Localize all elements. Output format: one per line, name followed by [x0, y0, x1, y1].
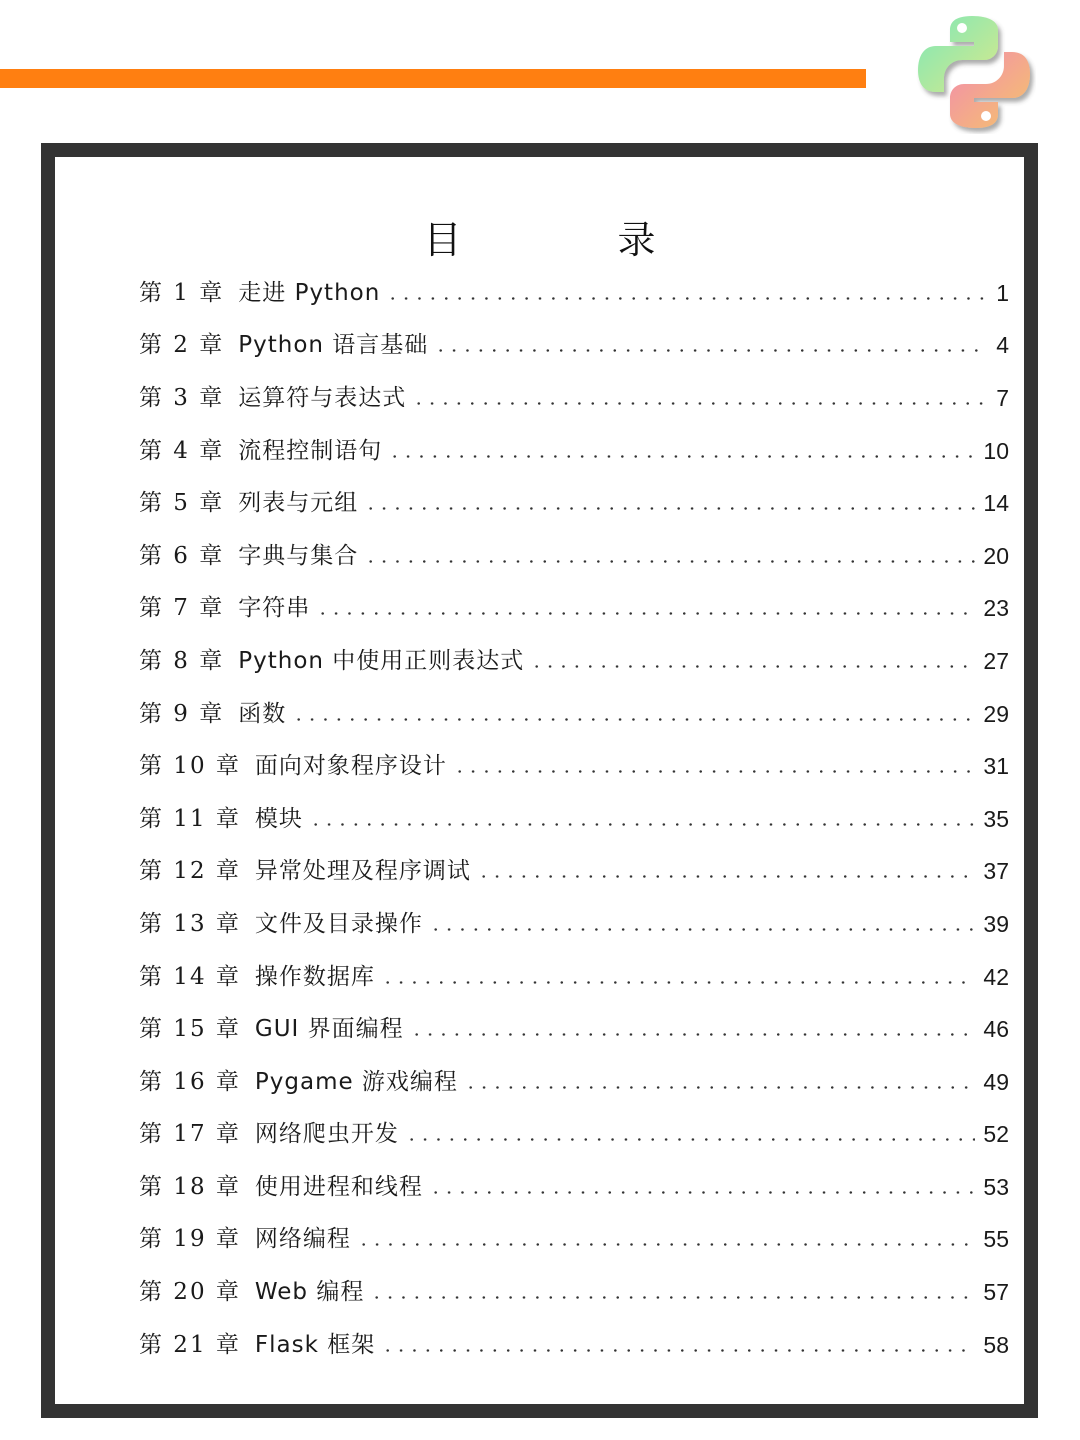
toc-page-number: 37 — [983, 858, 1009, 885]
toc-chapter-title: Web 编程 — [254, 1279, 365, 1306]
dot-leader — [453, 770, 976, 773]
toc-entry[interactable] — [139, 372, 1009, 425]
toc-page-number: 4 — [996, 332, 1009, 359]
dot-leader — [405, 1138, 976, 1141]
toc-entry[interactable] — [139, 846, 1009, 899]
toc-entry[interactable] — [139, 1266, 1009, 1319]
toc-chapter-title: 运算符与表达式 — [238, 384, 407, 411]
toc-page-number: 10 — [983, 437, 1009, 464]
toc-chapter-number: 第 15 章 — [139, 1016, 241, 1043]
toc-chapter-number: 第 16 章 — [139, 1068, 241, 1095]
toc-chapter-title: 网络爬虫开发 — [254, 1121, 399, 1148]
toc-page-number: 57 — [983, 1279, 1009, 1306]
toc-chapter-number: 第 2 章 — [139, 332, 225, 359]
dot-leader — [530, 665, 975, 668]
toc-chapter-number: 第 14 章 — [139, 963, 241, 990]
dot-leader — [316, 612, 975, 615]
toc-chapter-title: 走进 Python — [238, 279, 381, 306]
toc-entry[interactable] — [139, 1319, 1009, 1372]
toc-entry[interactable] — [139, 1214, 1009, 1267]
dot-leader — [477, 875, 976, 878]
toc-entry[interactable] — [139, 793, 1009, 846]
toc-chapter-title: 流程控制语句 — [238, 437, 383, 464]
toc-chapter-number: 第 17 章 — [139, 1121, 241, 1148]
dot-leader — [309, 823, 976, 826]
toc-entry[interactable] — [139, 530, 1009, 583]
toc-chapter-number: 第 11 章 — [139, 805, 241, 832]
toc-entry[interactable] — [139, 425, 1009, 478]
toc-page-number: 46 — [983, 1016, 1009, 1043]
toc-list — [139, 267, 1009, 1371]
toc-chapter-title: 列表与元组 — [238, 490, 359, 517]
toc-page-number: 35 — [983, 805, 1009, 832]
toc-chapter-title: Flask 框架 — [254, 1331, 376, 1358]
toc-frame — [41, 143, 1038, 1418]
toc-page-number: 53 — [983, 1173, 1009, 1200]
dot-leader — [364, 560, 975, 563]
toc-chapter-number: 第 12 章 — [139, 858, 241, 885]
toc-entry[interactable] — [139, 320, 1009, 373]
toc-page-number: 31 — [983, 753, 1009, 780]
toc-chapter-title: 面向对象程序设计 — [254, 753, 447, 780]
toc-chapter-number: 第 4 章 — [139, 437, 225, 464]
toc-page-number: 49 — [983, 1068, 1009, 1095]
toc-page-number: 1 — [996, 279, 1009, 306]
dot-leader — [370, 1296, 975, 1299]
dot-leader — [412, 402, 988, 405]
toc-title: 目 录 — [423, 218, 728, 262]
toc-entry[interactable] — [139, 740, 1009, 793]
toc-page-number: 58 — [983, 1331, 1009, 1358]
dot-leader — [410, 1033, 976, 1036]
toc-entry[interactable] — [139, 583, 1009, 636]
toc-entry[interactable] — [139, 1003, 1009, 1056]
toc-chapter-number: 第 8 章 — [139, 647, 225, 674]
toc-page-number: 7 — [996, 384, 1009, 411]
toc-chapter-title: 模块 — [254, 805, 303, 832]
dot-leader — [357, 1243, 976, 1246]
toc-page-number: 14 — [983, 490, 1009, 517]
toc-chapter-number: 第 13 章 — [139, 910, 241, 937]
toc-chapter-number: 第 6 章 — [139, 542, 225, 569]
toc-chapter-number: 第 3 章 — [139, 384, 225, 411]
toc-chapter-number: 第 5 章 — [139, 490, 225, 517]
toc-page-number: 29 — [983, 700, 1009, 727]
dot-leader — [381, 1349, 975, 1352]
toc-entry[interactable] — [139, 635, 1009, 688]
toc-chapter-title: 字典与集合 — [238, 542, 359, 569]
toc-chapter-title: 异常处理及程序调试 — [254, 858, 471, 885]
dot-leader — [364, 507, 975, 510]
dot-leader — [429, 1191, 976, 1194]
toc-chapter-title: 文件及目录操作 — [254, 910, 423, 937]
toc-entry[interactable] — [139, 1161, 1009, 1214]
toc-entry[interactable] — [139, 898, 1009, 951]
toc-page-number: 39 — [983, 910, 1009, 937]
toc-chapter-title: Python 中使用正则表达式 — [238, 647, 525, 674]
toc-sheet — [55, 157, 1024, 1404]
toc-chapter-number: 第 7 章 — [139, 595, 225, 622]
dot-leader — [429, 928, 976, 931]
toc-entry[interactable] — [139, 688, 1009, 741]
toc-entry[interactable] — [139, 477, 1009, 530]
toc-entry[interactable] — [139, 1109, 1009, 1162]
toc-chapter-number: 第 10 章 — [139, 753, 241, 780]
toc-chapter-number: 第 1 章 — [139, 279, 225, 306]
python-logo-icon — [912, 10, 1036, 134]
accent-bar — [0, 69, 866, 88]
toc-entry[interactable] — [139, 1056, 1009, 1109]
toc-chapter-title: Python 语言基础 — [238, 332, 429, 359]
toc-page-number: 20 — [983, 542, 1009, 569]
toc-page-number: 52 — [983, 1121, 1009, 1148]
toc-entry[interactable] — [139, 951, 1009, 1004]
dot-leader — [434, 349, 988, 352]
dot-leader — [388, 455, 975, 458]
toc-chapter-number: 第 19 章 — [139, 1226, 241, 1253]
toc-chapter-title: GUI 界面编程 — [254, 1016, 404, 1043]
toc-chapter-title: Pygame 游戏编程 — [254, 1068, 458, 1095]
dot-leader — [292, 718, 975, 721]
toc-chapter-number: 第 18 章 — [139, 1173, 241, 1200]
toc-page-number: 55 — [983, 1226, 1009, 1253]
toc-chapter-title: 使用进程和线程 — [254, 1173, 423, 1200]
dot-leader — [464, 1086, 975, 1089]
toc-chapter-number: 第 9 章 — [139, 700, 225, 727]
toc-page-number: 23 — [983, 595, 1009, 622]
dot-leader — [381, 981, 976, 984]
toc-page-number: 42 — [983, 963, 1009, 990]
toc-chapter-title: 字符串 — [238, 595, 311, 622]
toc-chapter-number: 第 20 章 — [139, 1279, 241, 1306]
toc-chapter-title: 操作数据库 — [254, 963, 375, 990]
dot-leader — [386, 297, 988, 300]
toc-chapter-title: 网络编程 — [254, 1226, 351, 1253]
toc-chapter-title: 函数 — [238, 700, 287, 727]
toc-entry[interactable] — [139, 267, 1009, 320]
toc-page-number: 27 — [983, 647, 1009, 674]
toc-chapter-number: 第 21 章 — [139, 1331, 241, 1358]
